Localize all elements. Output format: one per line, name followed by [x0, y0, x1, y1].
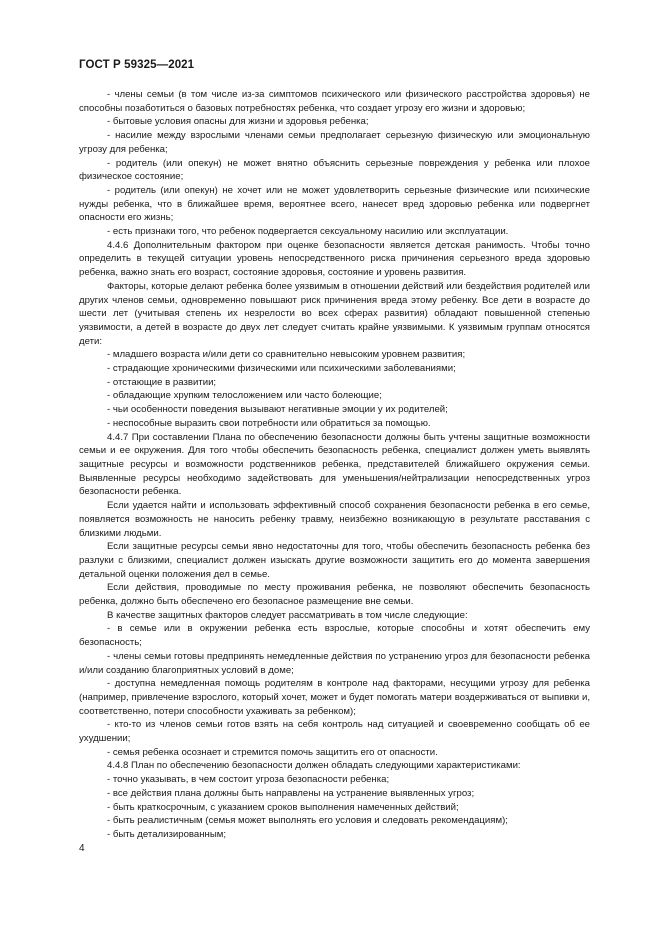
- list-item: - есть признаки того, что ребенок подвергается сексуальному насилию или эксплуатации.: [107, 226, 509, 238]
- list-item: - бытовые условия опасны для жизни и здоровья ребенка;: [107, 116, 369, 128]
- list-item: - родитель (или опекун) не хочет или не может удовлетворить серьезные физические или психические нужды ребенка, что в ближайшее время, вероятнее всего, нанесет вред здоровью ребенка или подвергнет опасности его жизнь;: [79, 184, 590, 224]
- list-item: - все действия плана должны быть направлены на устранение выявленных угроз;: [107, 787, 475, 799]
- section-paragraph: 4.4.7 При составлении Плана по обеспечению безопасности должны быть учтены защитные возможности семьи и ее окружения. Для того чтобы обеспечить безопасность ребенка, специалист должен уметь выявлять защитные ресурсы и возможности родственников ребенка, представителей ближайшего окружения семьи. Выявленные ресурсы необходимо задействовать для уменьшения/нейтрализации непосредственных угроз безопасности ребенка.: [79, 431, 590, 498]
- list-item: - обладающие хрупким телосложением или часто болеющие;: [107, 390, 382, 402]
- paragraph: Если защитные ресурсы семьи явно недостаточны для того, чтобы обеспечить безопасность ребенка без разлуки с близкими, специалист должен изыскать другие возможности защитить его до момента завершения детальной оценки положения дел в семье.: [79, 541, 590, 580]
- list-item: - отстающие в развитии;: [107, 376, 217, 388]
- list-item: - младшего возраста и/или дети со сравнительно невысоким уровнем развития;: [107, 349, 466, 361]
- list-item: - члены семьи готовы предпринять немедленные действия по устранению угроз для безопасности ребенка и/или созданию благоприятных условий в доме;: [79, 650, 590, 676]
- list-item: - неспособные выразить свои потребности или обратиться за помощью.: [107, 417, 431, 429]
- body-text: [79, 88, 590, 842]
- paragraph: Если действия, проводимые по месту проживания ребенка, не позволяют обеспечить безопасность ребенка, должно быть обеспечено его безопасное размещение вне семьи.: [79, 582, 590, 608]
- section-paragraph: 4.4.6 Дополнительным фактором при оценке безопасности является детская ранимость. Чтобы точно определить в текущей ситуации уровень непосредственного риска причинения серьезного вреда здоровью ребенка, важно знать его возраст, состояние здоровья, состояние и уровень развития.: [79, 239, 590, 279]
- paragraph: В качестве защитных факторов следует рассматривать в том числе следующие:: [107, 609, 468, 621]
- list-item: - точно указывать, в чем состоит угроза безопасности ребенка;: [107, 774, 390, 786]
- list-item: - быть детализированным;: [107, 828, 227, 840]
- list-item: - кто-то из членов семьи готов взять на себя контроль над ситуацией и своевременно сообщать об ее ухудшении;: [79, 719, 590, 745]
- section-paragraph: 4.4.8 План по обеспечению безопасности должен обладать следующими характеристиками:: [107, 760, 521, 772]
- list-item: - быть реалистичным (семья может выполнять его условия и следовать рекомендациям);: [107, 815, 508, 827]
- list-item: - чьи особенности поведения вызывают негативные эмоции у их родителей;: [107, 404, 448, 416]
- page-number: 4: [79, 843, 85, 854]
- list-item: - родитель (или опекун) не может внятно объяснить серьезные повреждения у ребенка или плохое физическое состояние;: [79, 157, 590, 183]
- list-item: - доступна немедленная помощь родителям в контроле над факторами, несущими угрозу для ребенка (например, привлечение взрослого, который хочет, может и будет помогать матери воздерживаться от выпивки и, соответственно, потери способности ухаживать за ребенком);: [79, 678, 590, 717]
- list-item: - страдающие хроническими физическими или психическими заболеваниями;: [107, 363, 456, 375]
- list-item: - члены семьи (в том числе из-за симптомов психического или физического расстройства здоровья) не способны позаботиться о базовых потребностях ребенка, что создает угрозу его жизни и здоровью;: [79, 89, 590, 114]
- paragraph: Если удается найти и использовать эффективный способ сохранения безопасности ребенка в его семье, появляется возможность не наносить ребенку травму, неизбежно возникающую в результате расставания с близкими людьми.: [79, 500, 590, 539]
- list-item: - насилие между взрослыми членами семьи предполагает серьезную физическую или эмоциональную угрозу для ребенка;: [79, 130, 590, 155]
- paragraph: Факторы, которые делают ребенка более уязвимым в отношении действий или бездействия родителей или других членов семьи, одновременно повышают риск причинения вреда этому ребенку. Все дети в возрасте до шести лет (учитывая степень их незрелости во всех сферах развития) обладают повышенной степенью уязвимости, а детей в возрасте до двух лет следует считать крайне уязвимыми. К уязвимым группам относятся дети:: [79, 280, 590, 347]
- list-item: - в семье или в окружении ребенка есть взрослые, которые способны и хотят обеспечить ему безопасность;: [79, 623, 590, 649]
- list-item: - семья ребенка осознает и стремится помочь защитить его от опасности.: [107, 746, 438, 758]
- standard-header: ГОСТ Р 59325—2021: [79, 59, 195, 71]
- list-item: - быть краткосрочным, с указанием сроков выполнения намеченных действий;: [107, 801, 459, 813]
